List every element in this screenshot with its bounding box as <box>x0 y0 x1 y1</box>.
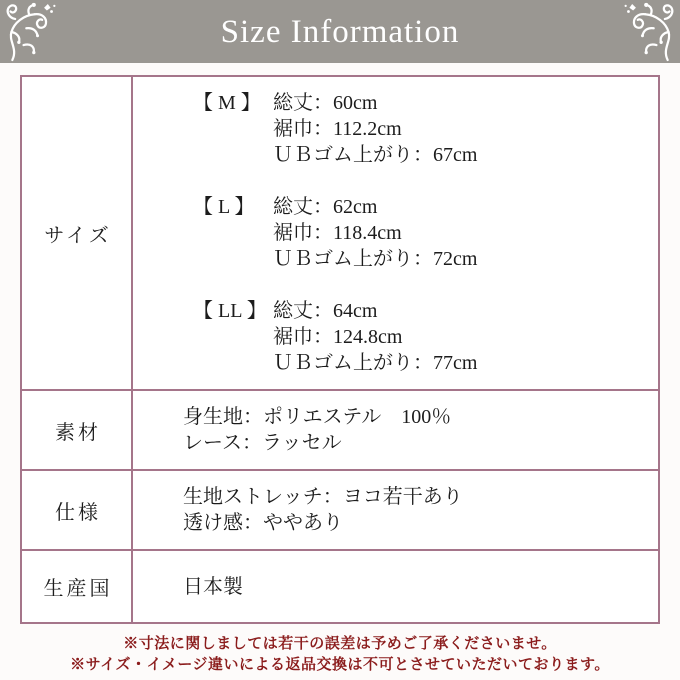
disclaimer-notes <box>20 634 660 676</box>
country-cell <box>132 550 659 623</box>
country-line: 日本製 <box>183 575 243 598</box>
size-table <box>20 75 660 624</box>
table-row-size <box>21 76 659 390</box>
size-block-ll <box>193 298 650 376</box>
measurement-line: 総丈：64cm <box>273 300 378 322</box>
measurement-line: 総丈：60cm <box>273 92 378 114</box>
measurement-line: ＵＢゴム上がり：67cm <box>273 144 478 166</box>
spec-line: 生地ストレッチ：ヨコ若干あり <box>183 486 463 508</box>
measurement-line: ＵＢゴム上がり：72cm <box>273 248 478 270</box>
table-row-spec <box>21 470 659 550</box>
material-cell <box>132 390 659 470</box>
size-table-section <box>20 75 660 676</box>
row-label-material: 素材 <box>21 390 132 470</box>
row-label-spec: 仕様 <box>21 470 132 550</box>
size-measurements-cell <box>132 76 659 390</box>
material-line: 身生地：ポリエステル 100％ <box>183 406 452 428</box>
spec-line: 透け感：ややあり <box>183 512 343 534</box>
material-line: レース：ラッセル <box>183 432 342 454</box>
measurement-line: 総丈：62cm <box>273 196 378 218</box>
header-band <box>0 0 680 63</box>
floral-flourish-icon <box>3 2 59 62</box>
table-row-material <box>21 390 659 470</box>
size-measurements-ll <box>273 298 477 376</box>
size-block-m <box>193 90 650 168</box>
page-title: Size Information <box>220 14 460 50</box>
row-label-size: サイズ <box>21 76 132 390</box>
size-block-l <box>193 194 650 272</box>
measurement-line: 裾巾：118.4cm <box>273 222 402 244</box>
size-tag-ll: 【 LL 】 <box>193 300 267 322</box>
size-measurements-m <box>273 90 477 168</box>
table-row-country <box>21 550 659 623</box>
row-label-country: 生産国 <box>21 550 132 623</box>
disclaimer-line: ※寸法に関しましては若干の誤差は予めご了承くださいませ。 <box>123 636 557 652</box>
size-tag-m: 【 M 】 <box>193 92 261 114</box>
spec-cell <box>132 470 659 550</box>
disclaimer-line: ※サイズ・イメージ違いによる返品交換は不可とさせていただいております。 <box>70 657 610 673</box>
floral-flourish-icon <box>621 2 677 62</box>
measurement-line: ＵＢゴム上がり：77cm <box>273 352 478 374</box>
measurement-line: 裾巾：124.8cm <box>273 326 403 348</box>
size-tag-l: 【 L 】 <box>193 196 255 218</box>
measurement-line: 裾巾：112.2cm <box>273 118 402 140</box>
size-measurements-l <box>273 194 477 272</box>
